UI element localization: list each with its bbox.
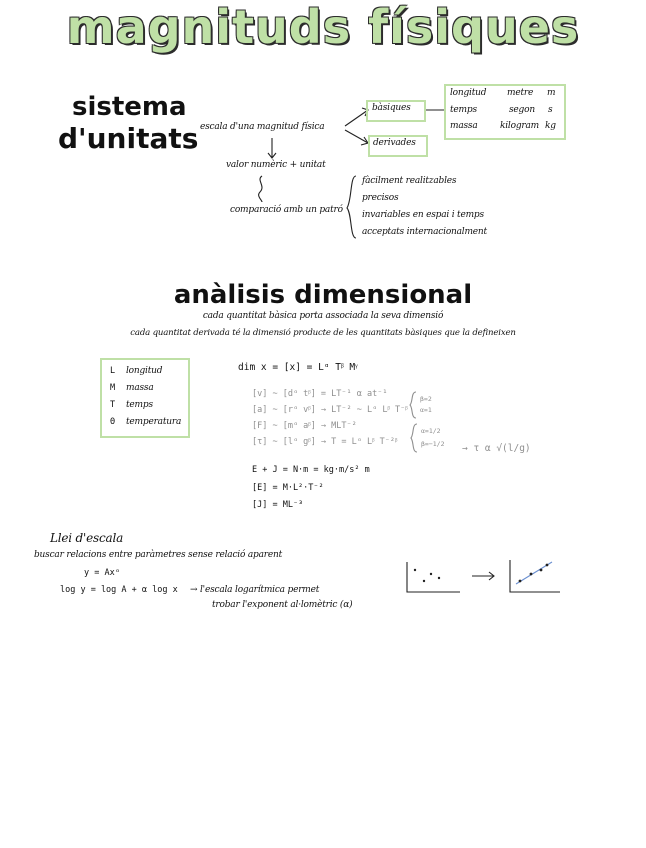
example-line: [F] ~ [mᵅ aᵝ] → MLT⁻² (252, 421, 357, 431)
sistema-heading: sistema (72, 92, 187, 122)
page-title: magnituds físiques (66, 0, 580, 54)
brace-value: β=2 (420, 395, 432, 403)
unit-symbol: m (547, 88, 556, 98)
property-item: precisos (362, 193, 399, 203)
property-item: acceptats internacionalment (362, 227, 487, 237)
analisi-heading: anàlisis dimensional (173, 280, 473, 310)
dim-formula: dim x = [x] = Lᵅ Tᵝ Mᵞ (238, 362, 358, 373)
unit-name: segon (509, 105, 535, 115)
log-formula: log y = log A + α log x (60, 585, 178, 595)
llei-arrow-text: → l'escala logarítmica permet (190, 585, 320, 595)
unit-mag: massa (450, 121, 478, 131)
unit-symbol: s (548, 105, 553, 115)
formula-line: [E] = M·L²·T⁻² (252, 483, 324, 493)
unitats-heading: d'unitats (58, 122, 199, 155)
formula-line: [J] = ML⁻³ (252, 500, 304, 510)
llei-exponent-text: trobar l'exponent al·lomètric (α) (212, 600, 353, 610)
unit-mag: temps (450, 105, 477, 115)
valor-label: valor numèric + unitat (226, 160, 326, 170)
unit-mag: longitud (450, 88, 487, 98)
comparacio-label: comparació amb un patró (230, 205, 343, 215)
derivades-label: derivades (373, 138, 416, 148)
power-law: y = Axᵅ (84, 568, 120, 578)
llei-line1: buscar relacions entre paràmetres sense relació aparent (34, 550, 282, 560)
example-line: [v] ~ [dᵅ tᵝ] = LT⁻¹ α at⁻¹ (252, 389, 388, 399)
dim-name: longitud (126, 366, 163, 376)
analisi-line2: cada quantitat derivada té la dimensió producte de les quantitats bàsiques que la defineixen (130, 328, 516, 338)
dim-name: temperatura (126, 417, 182, 427)
example-line: [a] ~ [rᵅ vᵝ] → LT⁻² ~ Lᵅ Lᵝ T⁻ᵝ (252, 405, 408, 415)
property-item: fàcilment realitzables (362, 176, 457, 186)
analisi-line1: cada quantitat bàsica porta associada la seva dimensió (202, 311, 444, 321)
dim-symbol: Θ (110, 417, 116, 427)
property-item: invariables en espai i temps (362, 210, 484, 220)
unit-name: metre (507, 88, 534, 98)
unit-name: kilogram (500, 121, 539, 131)
tau-result: → τ α √(l/g) (462, 443, 531, 454)
brace-value: α=1 (420, 406, 432, 414)
brace-value: α=1/2 (421, 427, 441, 435)
dim-symbol: M (110, 383, 116, 393)
basiques-label: bàsiques (372, 103, 411, 113)
dim-name: temps (126, 400, 153, 410)
example-line: [τ] ~ [lᵅ gᵝ] → T = Lᵅ Lᵝ T⁻²ᵝ (252, 437, 398, 447)
dim-symbol: L (110, 366, 116, 376)
dim-name: massa (126, 383, 154, 393)
formula-line: E + J = N·m = kg·m/s² m (252, 465, 370, 475)
dim-symbol: T (110, 400, 116, 410)
escala-label: escala d'una magnitud física (200, 122, 325, 132)
brace-value: β=−1/2 (421, 440, 445, 448)
llei-heading: Llei d'escala (50, 531, 124, 545)
unit-symbol: kg (545, 121, 556, 131)
